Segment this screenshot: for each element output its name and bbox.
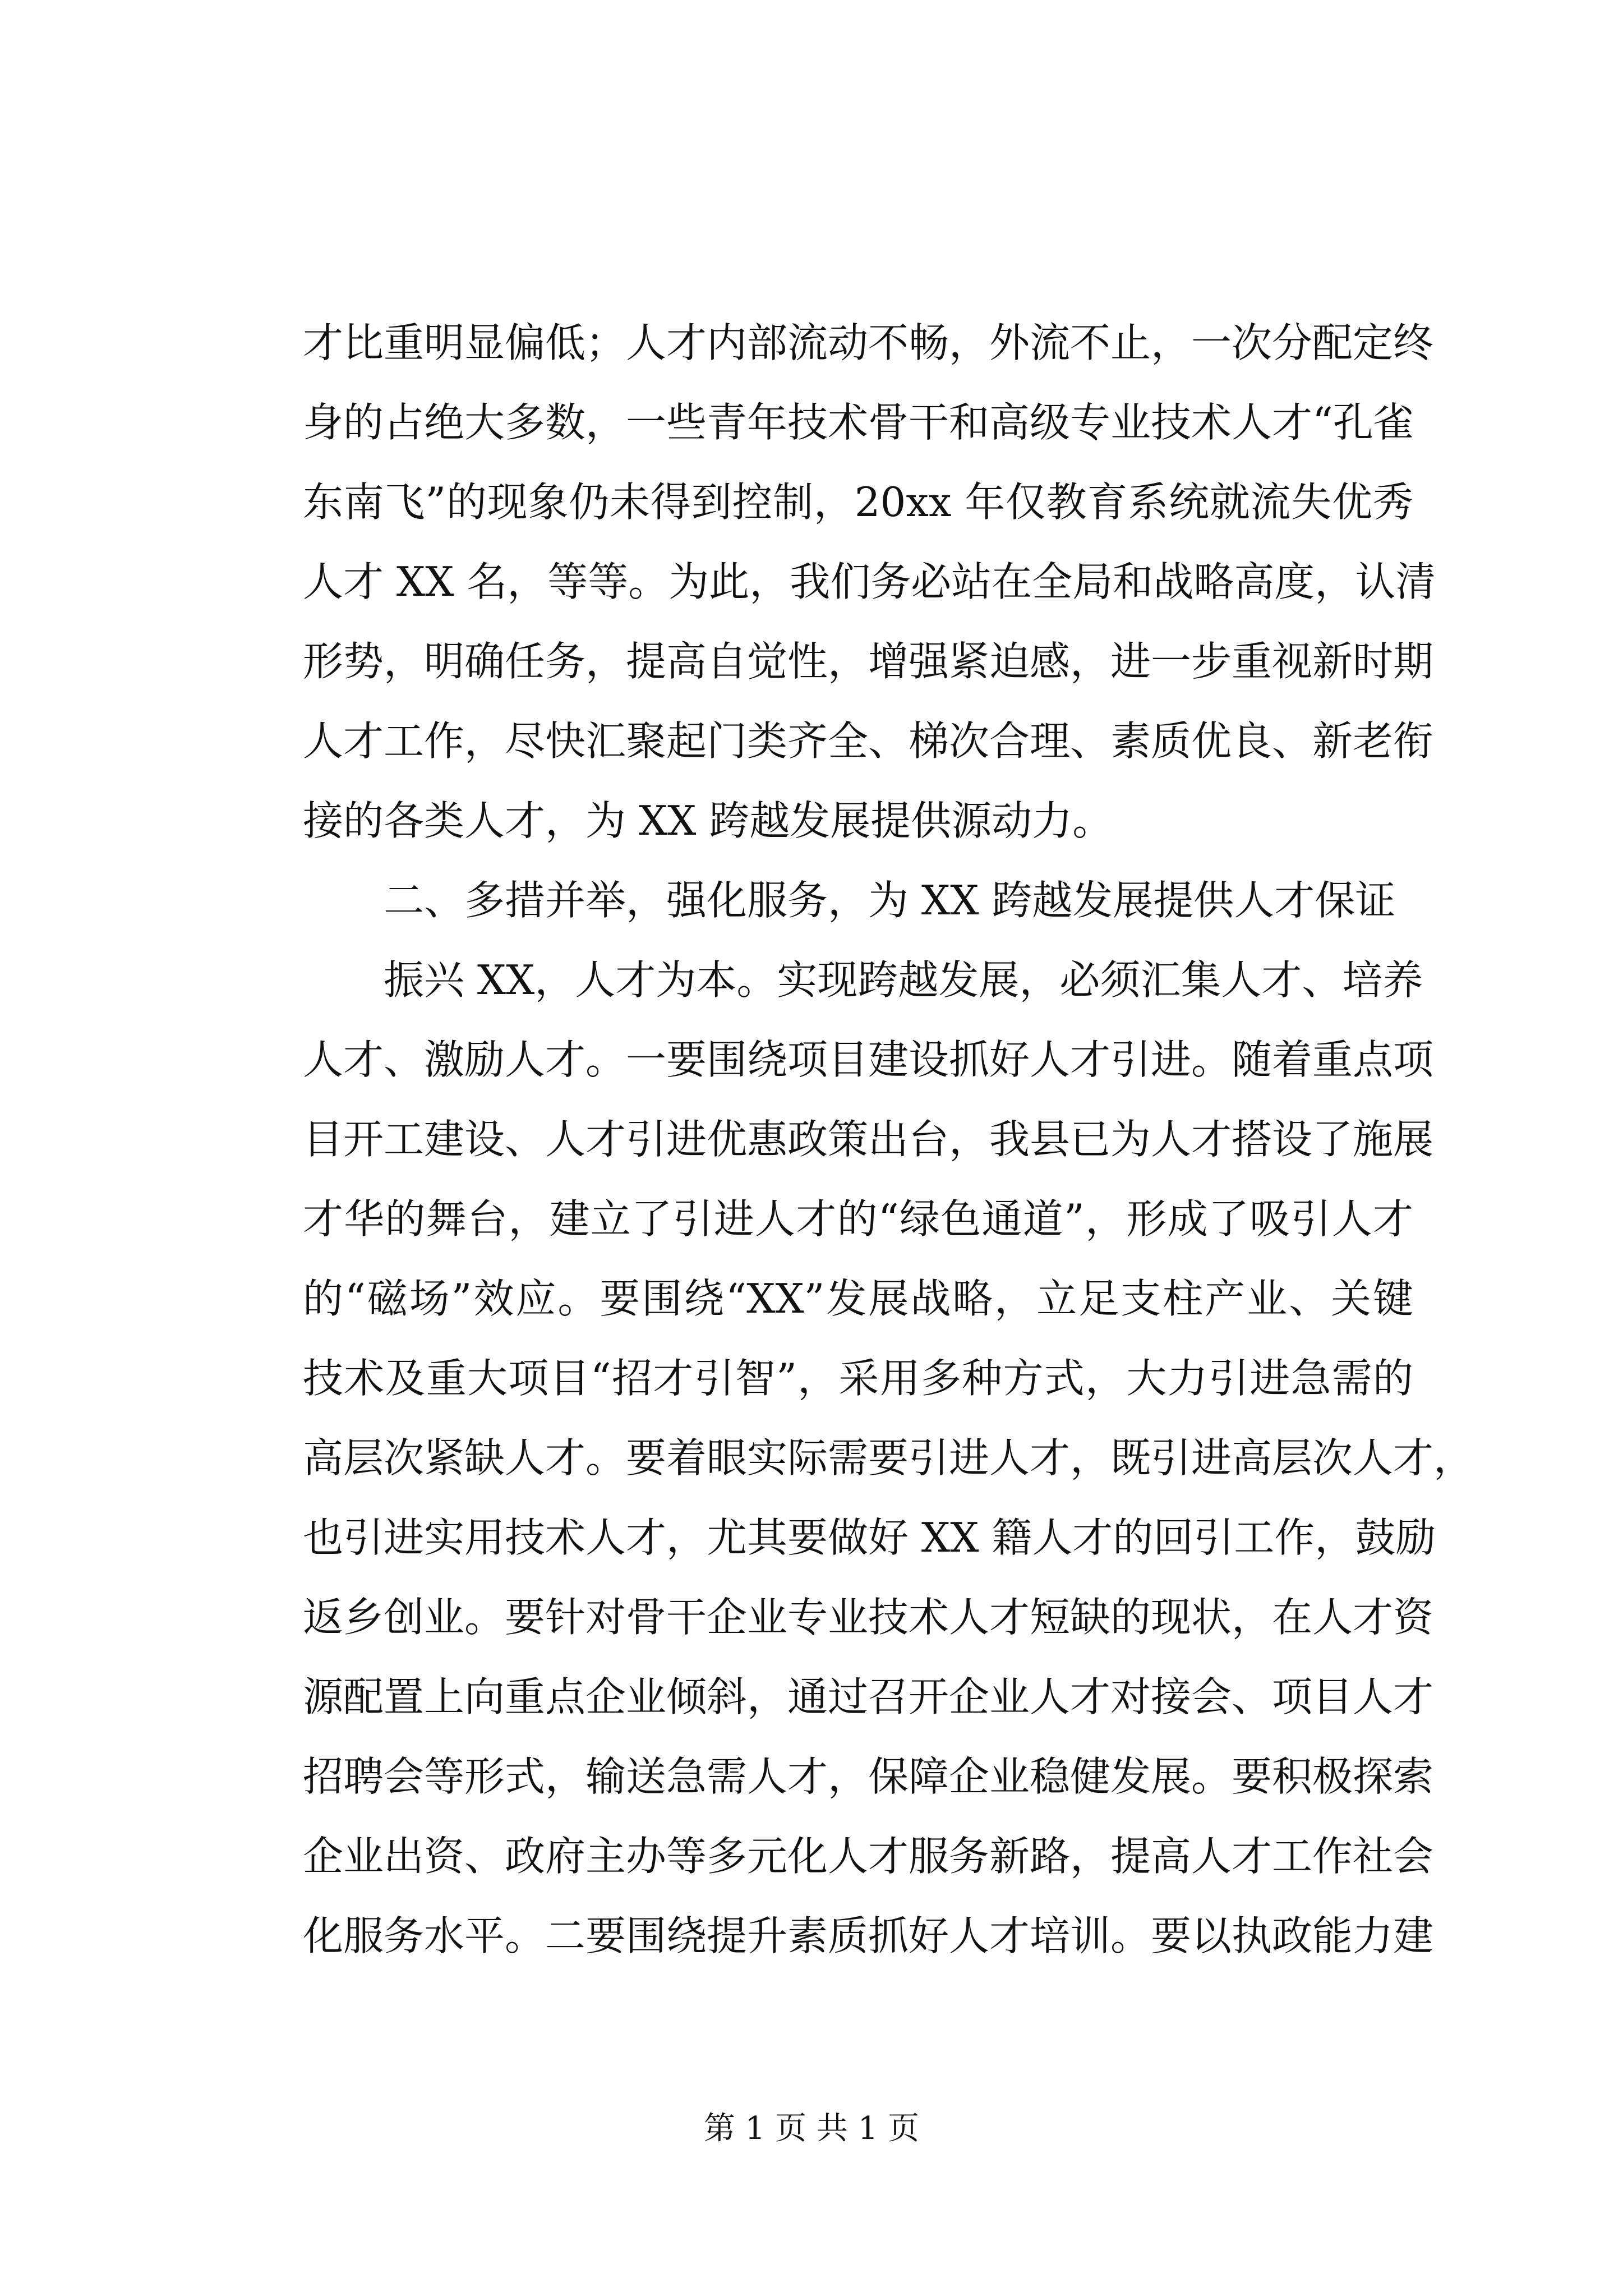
page-number-footer: 第 1 页 共 1 页 xyxy=(703,2110,920,2147)
paragraph-talent-situation xyxy=(303,303,1436,861)
text-line: 东南飞”的现象仍未得到控制，20xx 年仅教育系统就流失优秀 xyxy=(303,478,1413,526)
section-heading-text: 二、多措并举，强化服务，为 XX 跨越发展提供人才保证 xyxy=(384,877,1396,924)
paragraph-talent-measures xyxy=(303,940,1474,1976)
text-line: 高层次紧缺人才。要着眼实际需要引进人才，既引进高层次人才， xyxy=(303,1434,1474,1481)
text-line: 人才、激励人才。一要围绕项目建设抓好人才引进。随着重点项 xyxy=(303,1036,1434,1083)
text-line: 振兴 XX，人才为本。实现跨越发展，必须汇集人才、培养 xyxy=(384,956,1423,1004)
text-line: 企业出资、政府主办等多元化人才服务新路，提高人才工作社会 xyxy=(303,1833,1434,1880)
text-line: 的“磁场”效应。要围绕“XX”发展战略，立足支柱产业、关键 xyxy=(303,1275,1413,1322)
text-line: 也引进实用技术人才，尤其要做好 XX 籍人才的回引工作，鼓励 xyxy=(303,1514,1436,1561)
text-line: 人才 XX 名，等等。为此，我们务必站在全局和战略高度，认清 xyxy=(303,558,1436,605)
text-line: 目开工建设、人才引进优惠政策出台，我县已为人才搭设了施展 xyxy=(303,1116,1434,1163)
text-line: 身的占绝大多数，一些青年技术骨干和高级专业技术人才“孔雀 xyxy=(303,399,1414,446)
section-heading xyxy=(303,861,1413,940)
document-body xyxy=(303,303,1474,1976)
text-line: 技术及重大项目“招才引智”，采用多种方式，大力引进急需的 xyxy=(303,1355,1413,1402)
text-line: 返乡创业。要针对骨干企业专业技术人才短缺的现状，在人才资 xyxy=(303,1594,1434,1641)
text-line: 化服务水平。二要围绕提升素质抓好人才培训。要以执政能力建 xyxy=(303,1912,1434,1959)
text-line: 招聘会等形式，输送急需人才，保障企业稳健发展。要积极探索 xyxy=(303,1753,1434,1800)
text-line: 人才工作，尽快汇聚起门类齐全、梯次合理、素质优良、新老衔 xyxy=(303,717,1434,765)
text-line: 接的各类人才，为 XX 跨越发展提供源动力。 xyxy=(303,797,1113,844)
text-line: 形势，明确任务，提高自觉性，增强紧迫感，进一步重视新时期 xyxy=(303,638,1434,685)
text-line: 才华的舞台，建立了引进人才的“绿色通道”，形成了吸引人才 xyxy=(303,1195,1413,1243)
text-line: 源配置上向重点企业倾斜，通过召开企业人才对接会、项目人才 xyxy=(303,1673,1434,1720)
text-line: 才比重明显偏低；人才内部流动不畅，外流不止，一次分配定终 xyxy=(303,319,1434,366)
